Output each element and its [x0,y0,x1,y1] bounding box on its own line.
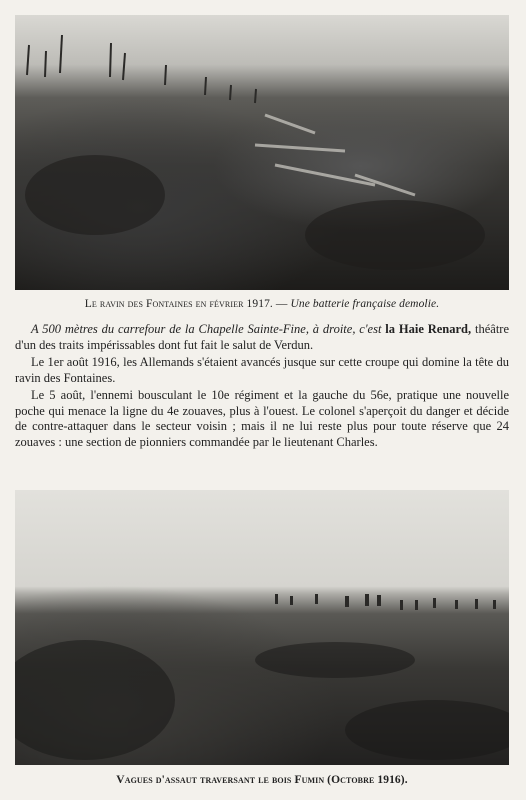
ravine-scene-illustration [15,15,509,290]
paragraph-1 [15,322,509,353]
paragraph-3: Le 5 août, l'ennemi bousculant le 10e régiment et la gauche du 56e, pratique une nouvelle poche qui menace la ligne du 4e zouaves, plus à l'ouest. Le colonel s'aperçoit du danger et décide de contre-attaquer dans le secteur voisin ; mais il ne lui reste plus pour toute réserve que 24 zouaves : une section de pionniers commandée par le lieutenant Charles. [15,388,509,449]
paragraph-1-bold: la Haie Renard, [381,322,472,336]
caption-top-dash: — [272,298,291,310]
paragraph-2: Le 1er août 1916, les Allemands s'étaient avancés jusque sur cette croupe qui domine la tête du ravin des Fontaines. [15,355,509,385]
photo-ravine-fontaines [15,15,509,290]
caption-top [15,298,509,310]
assault-waves-illustration [15,490,509,765]
paragraph-1-rest: théâtre d'un des traits impérissables dont fut fait le salut de Verdun. [15,322,510,352]
paragraph-1-italic: A 500 mètres du carrefour de la Chapelle Sainte-Fine, à droite, c'est [31,322,382,336]
photo-bois-fumin [15,490,509,765]
caption-bottom [15,774,509,786]
caption-top-place: Le ravin des Fontaines en février 1917. [84,298,273,310]
caption-top-desc: Une batterie française demolie. [290,298,440,310]
body-text [15,322,509,450]
caption-bottom-text: Vagues d'assaut traversant le bois Fumin (Octobre 1916). [116,774,408,786]
